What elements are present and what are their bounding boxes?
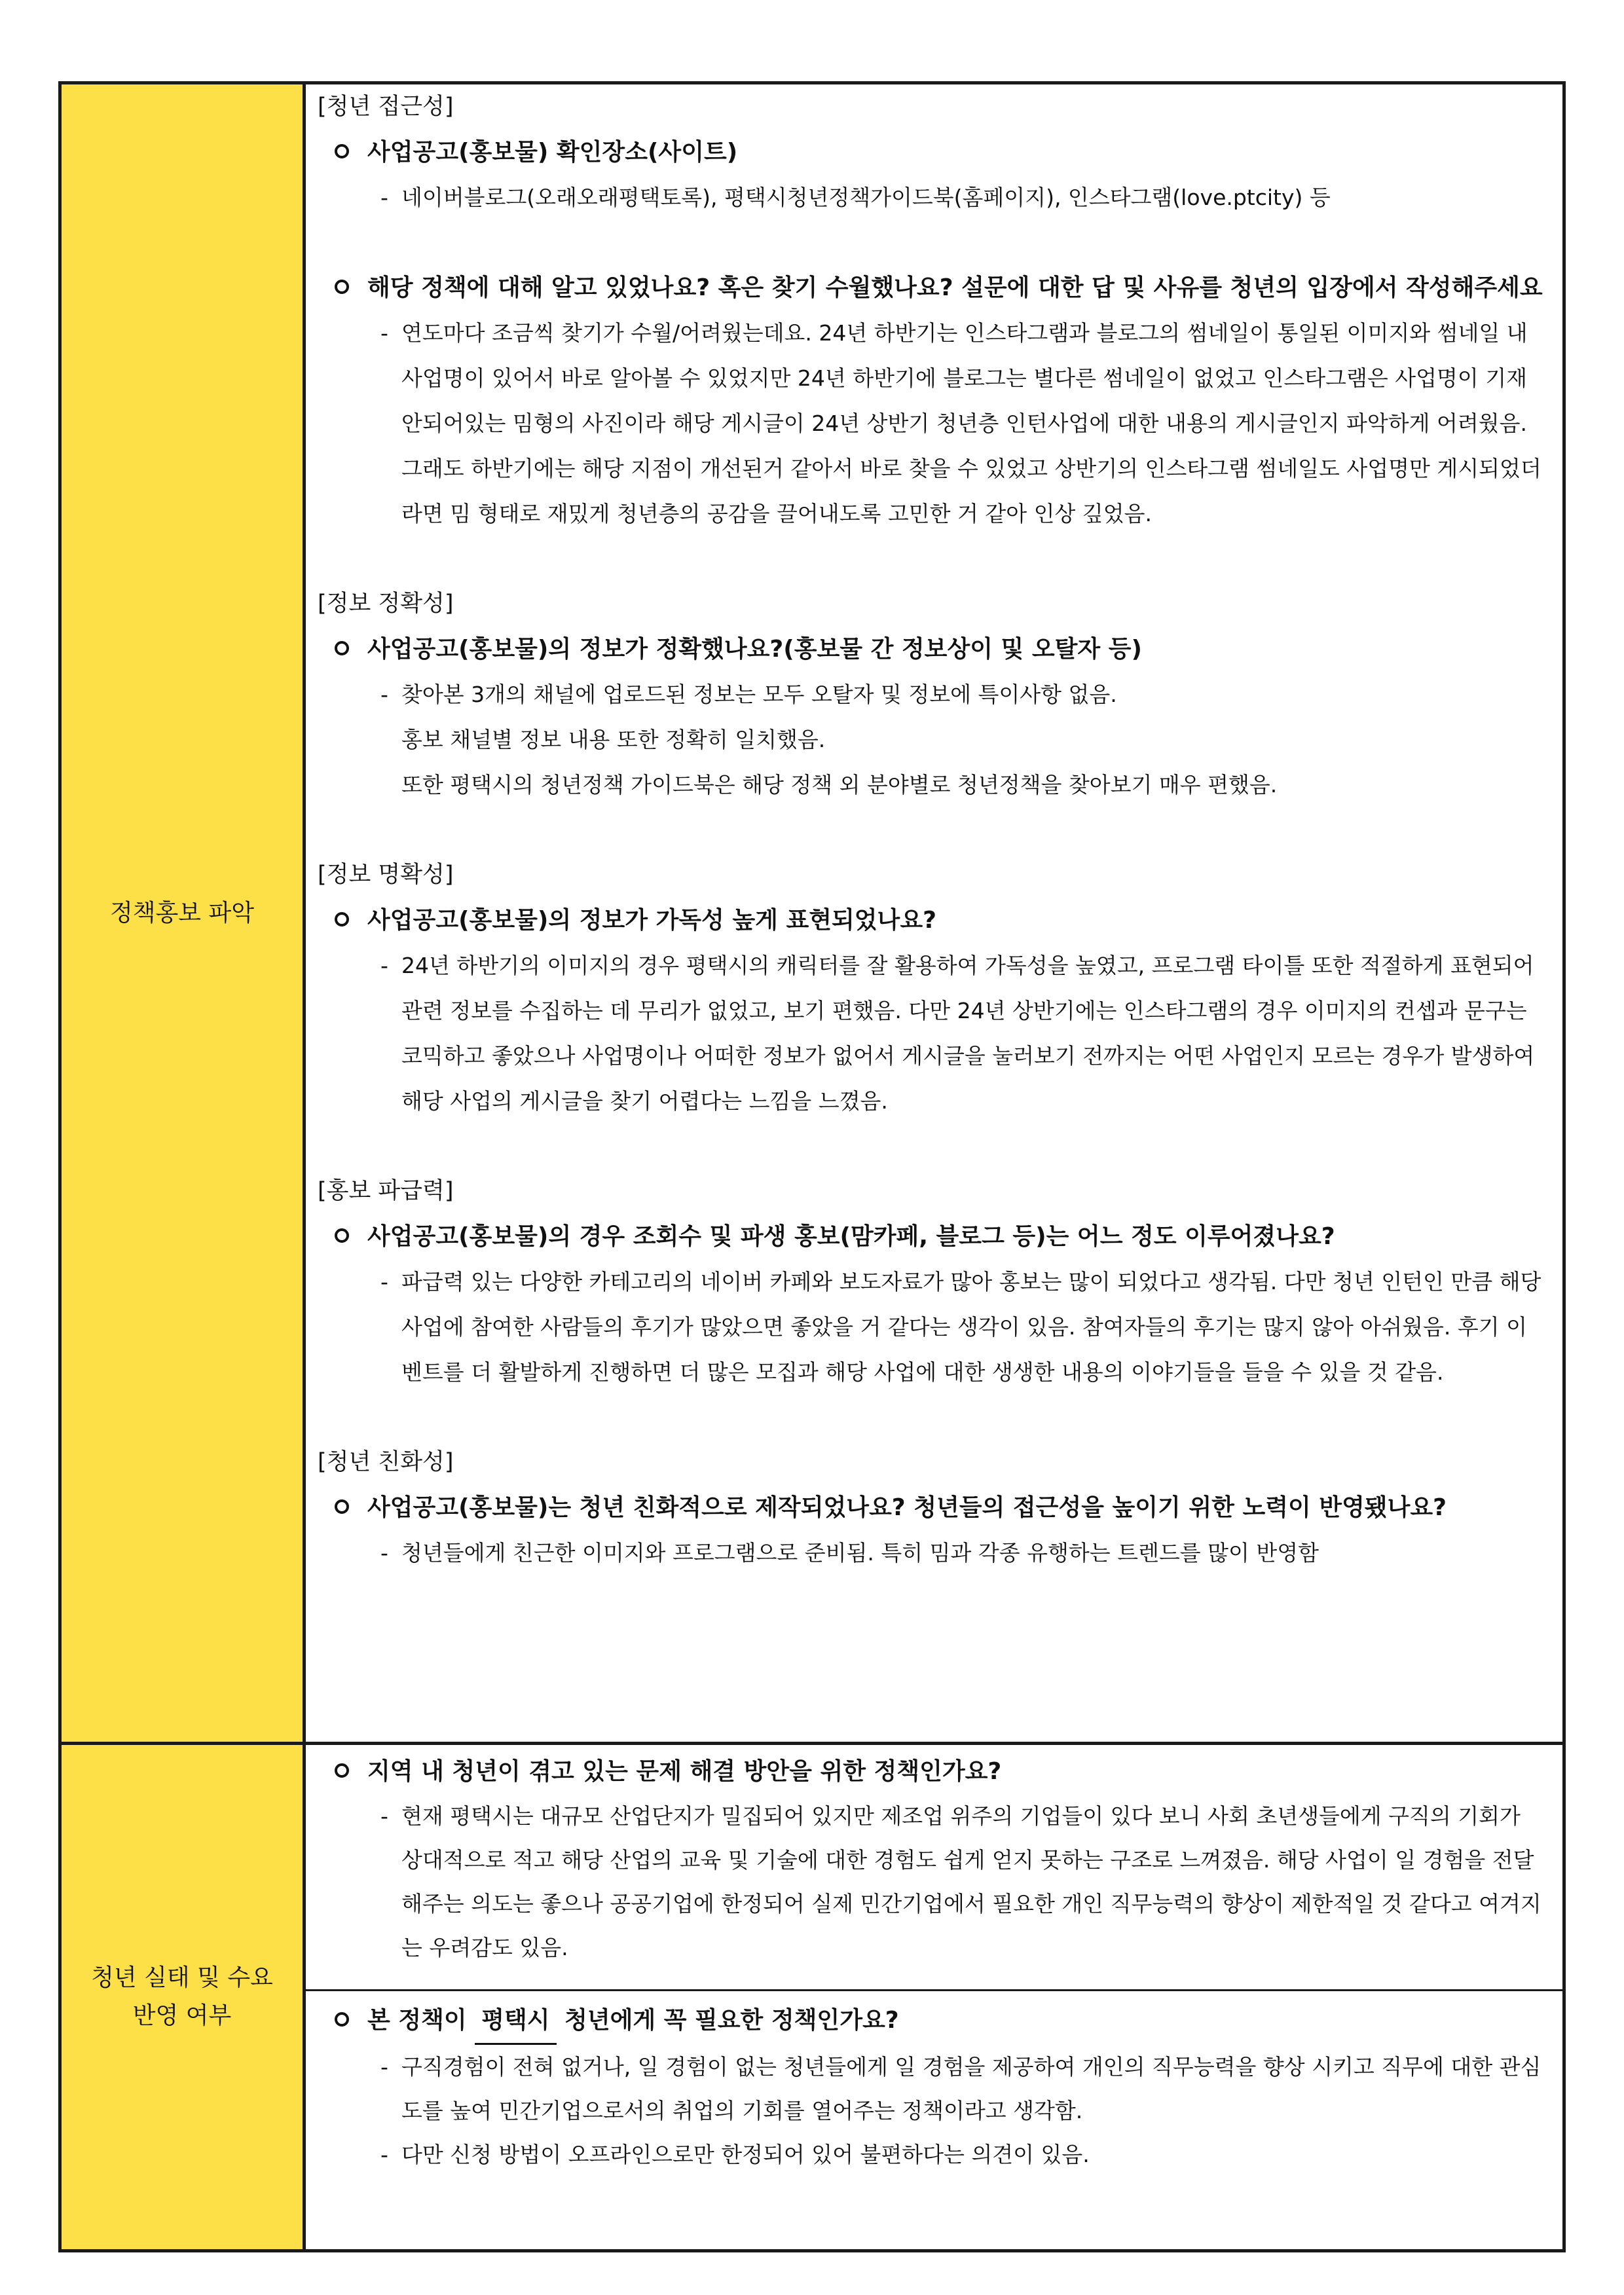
row-label: 청년 실태 및 수요 반영 여부	[91, 1964, 273, 2029]
circle-bullet-icon	[335, 641, 349, 655]
question-text: 사업공고(홍보물)의 정보가 정확했나요?(홍보물 간 정보상이 및 오탈자 등)	[367, 636, 1142, 663]
circle-bullet-icon	[335, 2012, 349, 2027]
answer-text: 연도마다 조금씩 찾기가 수월/어려웠는데요. 24년 하반기는 인스타그램과 블로그의 썸네일이 통일된 이미지와 썸네일 내 사업명이 있어서 바로 알아볼 수 있었지만 24년 하반기에 블로그는 별다른 썸네일이 없었고 인스타그램은 사업명이 기재 안되어있는 밈형의 사진이라 해당 게시글이 24년 상반기 청년층 인턴사업에 대한 내용의 게시글인지 파악하게 어려웠음. 그래도 하반기에는 해당 지점이 개선된거 같아서 바로 찾을 수 있었고 상반기의 인스타그램 썸네일도 사업명만 게시되었더라면 밈 형태로 재밌게 청년층의 공감을 끌어내도록 고민한 거 같아 인상 깊었음.	[401, 320, 1541, 526]
row-label: 정책홍보 파악	[109, 899, 255, 927]
question	[318, 1214, 1543, 1259]
answer: - 현재 평택시는 대규모 산업단지가 밀집되어 있지만 제조업 위주의 기업들이 있다 보니 사회 초년생들에게 구직의 기회가 상대적으로 적고 해당 산업의 교육 및 기술에 대한 경험도 쉽게 얻지 못하는 구조로 느껴졌음. 해당 사업이 일 경험을 전달해주는 의도는 좋으나 공공기업에 한정되어 실제 민간기업에서 필요한 개인 직무능력의 향상이 제한적일 것 같다고 여겨지는 우려감도 있음.	[380, 1803, 1541, 1960]
question-text: 해당 정책에 대해 알고 있었나요? 혹은 찾기 수월했나요? 설문에 대한 답 및 사유를 청년의 입장에서 작성해주세요	[367, 274, 1543, 301]
section-category: [청년 접근성]	[318, 94, 454, 120]
question	[318, 627, 1543, 672]
circle-bullet-icon	[335, 1499, 349, 1514]
question-suffix: 청년에게 꼭 필요한 정책인가요?	[564, 2007, 899, 2034]
row-content-cell	[304, 1744, 1564, 2251]
section-category: [정보 명확성]	[318, 862, 454, 888]
answer-text: 현재 평택시는 대규모 산업단지가 밀집되어 있지만 제조업 위주의 기업들이 있다 보니 사회 초년생들에게 구직의 기회가 상대적으로 적고 해당 산업의 교육 및 기술에 대한 경험도 쉽게 얻지 못하는 구조로 느껴졌음. 해당 사업이 일 경험을 전달해주는 의도는 좋으나 공공기업에 한정되어 실제 민간기업에서 필요한 개인 직무능력의 향상이 제한적일 것 같다고 여겨지는 우려감도 있음.	[401, 1803, 1541, 1960]
answer: - 청년들에게 친근한 이미지와 프로그램으로 준비됨. 특히 밈과 각종 유행하는 트렌드를 많이 반영함	[380, 1540, 1319, 1566]
answer: - 파급력 있는 다양한 카테고리의 네이버 카페와 보도자료가 많아 홍보는 많이 되었다고 생각됨. 다만 청년 인턴인 만큼 해당 사업에 참여한 사람들의 후기가 많았으면 좋았을 거 같다는 생각이 있음. 참여자들의 후기는 많지 않아 아쉬웠음. 후기 이벤트를 더 활발하게 진행하면 더 많은 모집과 해당 사업에 대한 생생한 내용의 이야기들을 들을 수 있을 것 같음.	[380, 1269, 1541, 1385]
answer: - 네이버블로그(오래오래평택토록), 평택시청년정책가이드북(홈페이지), 인스타그램(love.ptcity) 등	[380, 185, 1331, 210]
question	[318, 898, 1543, 943]
question-text: 사업공고(홍보물)의 경우 조회수 및 파생 홍보(맘카페, 블로그 등)는 어느 정도 이루어졌나요?	[367, 1223, 1335, 1250]
answer: - 찾아본 3개의 채널에 업로드된 정보는 모두 오탈자 및 정보에 특이사항 없음. 홍보 채널별 정보 내용 또한 정확히 일치했음. 또한 평택시의 청년정책 가이드북은 해당 정책 외 분야별로 청년정책을 찾아보기 매우 편했음.	[380, 682, 1278, 798]
table-row	[60, 83, 1564, 1744]
evaluation-table	[58, 81, 1566, 2252]
answer-text: 파급력 있는 다양한 카테고리의 네이버 카페와 보도자료가 많아 홍보는 많이 되었다고 생각됨. 다만 청년 인턴인 만큼 해당 사업에 참여한 사람들의 후기가 많았으면 좋았을 거 같다는 생각이 있음. 참여자들의 후기는 많지 않아 아쉬웠음. 후기 이벤트를 더 활발하게 진행하면 더 많은 모집과 해당 사업에 대한 생생한 내용의 이야기들을 들을 수 있을 것 같음.	[401, 1269, 1541, 1385]
answer: - 연도마다 조금씩 찾기가 수월/어려웠는데요. 24년 하반기는 인스타그램과 블로그의 썸네일이 통일된 이미지와 썸네일 내 사업명이 있어서 바로 알아볼 수 있었지만 24년 하반기에 블로그는 별다른 썸네일이 없었고 인스타그램은 사업명이 기재 안되어있는 밈형의 사진이라 해당 게시글이 24년 상반기 청년층 인턴사업에 대한 내용의 게시글인지 파악하게 어려웠음. 그래도 하반기에는 해당 지점이 개선된거 같아서 바로 찾을 수 있었고 상반기의 인스타그램 썸네일도 사업명만 게시되었더라면 밈 형태로 재밌게 청년층의 공감을 끌어내도록 고민한 거 같아 인상 깊었음.	[380, 320, 1541, 526]
row-label-cell	[60, 1744, 304, 2251]
question-text: 사업공고(홍보물)의 정보가 가독성 높게 표현되었나요?	[367, 907, 936, 934]
row-label-cell	[60, 83, 304, 1744]
question-text: 사업공고(홍보물)는 청년 친화적으로 제작되었나요? 청년들의 접근성을 높이기 위한 노력이 반영됐나요?	[367, 1494, 1447, 1521]
circle-bullet-icon	[335, 280, 349, 294]
question	[318, 1485, 1543, 1530]
section-category: [홍보 파급력]	[318, 1178, 454, 1204]
answer-text: 청년들에게 친근한 이미지와 프로그램으로 준비됨. 특히 밈과 각종 유행하는 트렌드를 많이 반영함	[401, 1540, 1319, 1566]
answer-text: 다만 신청 방법이 오프라인으로만 한정되어 있어 불편하다는 의견이 있음.	[401, 2142, 1090, 2167]
answer-text: 찾아본 3개의 채널에 업로드된 정보는 모두 오탈자 및 정보에 특이사항 없음. 홍보 채널별 정보 내용 또한 정확히 일치했음. 또한 평택시의 청년정책 가이드북은 해당 정책 외 분야별로 청년정책을 찾아보기 매우 편했음.	[401, 682, 1278, 798]
section-category: [청년 친화성]	[318, 1449, 454, 1475]
question-text: 지역 내 청년이 겪고 있는 문제 해결 방안을 위한 정책인가요?	[367, 1758, 1002, 1785]
answer: - 24년 하반기의 이미지의 경우 평택시의 캐릭터를 잘 활용하여 가독성을 높였고, 프로그램 타이틀 또한 적절하게 표현되어 관련 정보를 수집하는 데 무리가 없었고, 보기 편했음. 다만 24년 상반기에는 인스타그램의 경우 이미지의 컨셉과 문구는 코믹하고 좋았으나 사업명이나 어떠한 정보가 없어서 게시글을 눌러보기 전까지는 어떤 사업인지 모르는 경우가 발생하여 해당 사업의 게시글을 찾기 어렵다는 느낌을 느꼈음.	[380, 953, 1535, 1114]
circle-bullet-icon	[335, 912, 349, 927]
answer-text: 24년 하반기의 이미지의 경우 평택시의 캐릭터를 잘 활용하여 가독성을 높였고, 프로그램 타이틀 또한 적절하게 표현되어 관련 정보를 수집하는 데 무리가 없었고, 보기 편했음. 다만 24년 상반기에는 인스타그램의 경우 이미지의 컨셉과 문구는 코믹하고 좋았으나 사업명이나 어떠한 정보가 없어서 게시글을 눌러보기 전까지는 어떤 사업인지 모르는 경우가 발생하여 해당 사업의 게시글을 찾기 어렵다는 느낌을 느꼈음.	[401, 953, 1535, 1114]
question-text: 사업공고(홍보물) 확인장소(사이트)	[367, 139, 738, 166]
question	[318, 1749, 1543, 1794]
question	[318, 130, 1543, 175]
question	[318, 1998, 1543, 2045]
circle-bullet-icon	[335, 144, 349, 158]
question-blank: 평택시	[475, 1998, 556, 2045]
table-row	[60, 1744, 1564, 2251]
answer-text: 네이버블로그(오래오래평택토록), 평택시청년정책가이드북(홈페이지), 인스타그램(love.ptcity) 등	[401, 185, 1331, 210]
row-content-cell	[304, 83, 1564, 1744]
circle-bullet-icon	[335, 1763, 349, 1778]
answer-text: 구직경험이 전혀 없거나, 일 경험이 없는 청년들에게 일 경험을 제공하여 개인의 직무능력을 향상 시키고 직무에 대한 관심도를 높여 민간기업으로서의 취업의 기회를 열어주는 정책이라고 생각함.	[401, 2054, 1541, 2123]
section-category: [정보 정확성]	[318, 591, 454, 617]
question-prefix: 본 정책이	[367, 2007, 467, 2034]
answer: - 구직경험이 전혀 없거나, 일 경험이 없는 청년들에게 일 경험을 제공하여 개인의 직무능력을 향상 시키고 직무에 대한 관심도를 높여 민간기업으로서의 취업의 기회를 열어주는 정책이라고 생각함.	[380, 2054, 1541, 2123]
question	[318, 265, 1543, 310]
answer: - 다만 신청 방법이 오프라인으로만 한정되어 있어 불편하다는 의견이 있음.	[380, 2142, 1090, 2167]
circle-bullet-icon	[335, 1228, 349, 1243]
